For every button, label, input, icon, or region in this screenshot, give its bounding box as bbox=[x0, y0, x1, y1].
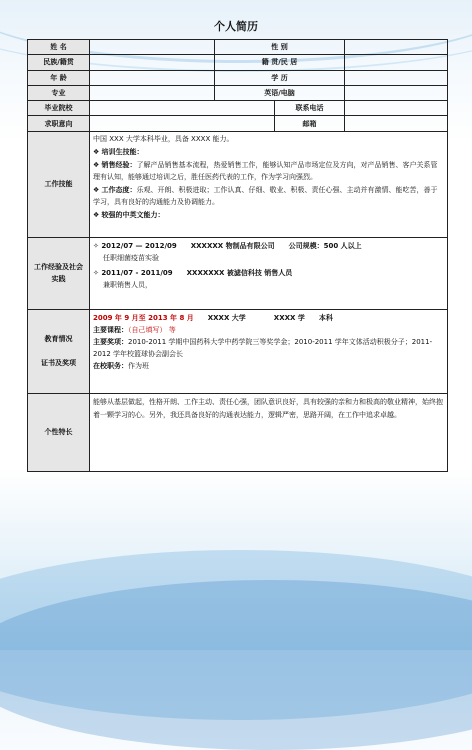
row-work-skills bbox=[28, 131, 448, 237]
gender-value bbox=[345, 40, 448, 55]
experience-label: 工作经验及社会实践 bbox=[28, 237, 90, 309]
education-line bbox=[93, 312, 444, 324]
experience-company: XXXXXX 物制品有限公司 bbox=[190, 241, 275, 250]
skill-item bbox=[93, 209, 444, 221]
education-school: XXXX 大学 bbox=[207, 313, 246, 322]
skill-item-head: 销售经验： bbox=[101, 160, 137, 169]
experience-desc: 任职细菌疫苗实验 bbox=[103, 253, 159, 262]
skill-item-head: 培训生技能： bbox=[101, 147, 144, 156]
school-duty-value: 作为班 bbox=[128, 361, 149, 370]
name-label: 姓 名 bbox=[28, 40, 90, 55]
school-duty-label: 在校职务： bbox=[93, 361, 128, 370]
diamond-bullet-icon: ✧ bbox=[93, 241, 102, 250]
ethnicity-value bbox=[90, 55, 215, 70]
skill-item-head: 较强的中英文能力： bbox=[101, 210, 165, 219]
skill-item bbox=[93, 159, 444, 183]
experience-desc: 兼职销售人员， bbox=[103, 280, 152, 289]
phone-value bbox=[345, 101, 448, 116]
english-computer-value bbox=[345, 85, 448, 100]
residence-label: 籍 贯/民 居 bbox=[215, 55, 345, 70]
education-period: 2009 年 9 月至 2013 年 8 月 bbox=[93, 313, 194, 322]
objective-value bbox=[90, 116, 275, 131]
education-label: 教育情况 bbox=[44, 335, 73, 344]
residence-value bbox=[345, 55, 448, 70]
courses-value: （自己填写） 等 bbox=[128, 325, 176, 334]
education-degree: 本科 bbox=[318, 313, 333, 322]
experience-content bbox=[90, 237, 448, 309]
education-level-label: 学 历 bbox=[215, 70, 345, 85]
school-duty-line bbox=[93, 360, 444, 372]
row-education bbox=[28, 309, 448, 393]
diamond-bullet-icon: ❖ bbox=[93, 160, 102, 169]
skill-item bbox=[93, 146, 444, 158]
major-label: 专业 bbox=[28, 85, 90, 100]
gender-label: 性 别 bbox=[215, 40, 345, 55]
major-value bbox=[90, 85, 215, 100]
courses-label: 主要课程： bbox=[93, 325, 128, 334]
school-label: 毕业院校 bbox=[28, 101, 90, 116]
experience-date: 2012/07 — 2012/09 bbox=[101, 241, 177, 250]
skill-item-text: 乐观、开朗、积极进取；工作认真、仔细、敬业、积极、责任心强、主动并有激情、能吃苦，善于学习，具有良好的沟通能力及协调能力。 bbox=[93, 185, 438, 206]
school-value bbox=[90, 101, 275, 116]
education-labels bbox=[28, 309, 90, 393]
row-personality bbox=[28, 393, 448, 471]
skill-item bbox=[93, 184, 444, 208]
diamond-bullet-icon: ❖ bbox=[93, 210, 102, 219]
awards-label: 主要奖项： bbox=[93, 337, 128, 346]
phone-label: 联系电话 bbox=[275, 101, 345, 116]
personality-text: 能够从基层做起，性格开朗、工作主动、责任心强，团队意识良好，具有较强的亲和力和极高的敬业精神，始终抱着一颗学习的心。另外，我还具备良好的沟通表达能力，逻辑严密，思路开阔，在工作中追求卓越。 bbox=[90, 393, 448, 471]
experience-date: 2011/07 - 2011/09 bbox=[101, 268, 173, 277]
row-age-education bbox=[28, 70, 448, 85]
diamond-bullet-icon: ❖ bbox=[93, 185, 102, 194]
experience-company: XXXXXXX 被滤信科技 销售人员 bbox=[186, 268, 293, 277]
english-computer-label: 英语/电脑 bbox=[215, 85, 345, 100]
experience-item-header bbox=[93, 267, 444, 279]
email-label: 邮箱 bbox=[275, 116, 345, 131]
awards-value: 2010-2011 学期中国药科大学中药学院三等奖学金；2010-2011 学年文体活动积极分子；2011-2012 学年校篮球协会副会长 bbox=[93, 337, 433, 358]
work-skills-label: 工作技能 bbox=[28, 131, 90, 237]
row-experience bbox=[28, 237, 448, 309]
work-skills-content bbox=[90, 131, 448, 237]
experience-scale: 公司规模：500 人以上 bbox=[288, 241, 362, 250]
row-objective-email bbox=[28, 116, 448, 131]
education-content bbox=[90, 309, 448, 393]
decor-wave-bottom-2 bbox=[0, 580, 472, 750]
row-ethnicity-origin bbox=[28, 55, 448, 70]
courses-line bbox=[93, 324, 444, 336]
diamond-bullet-icon: ✧ bbox=[93, 268, 102, 277]
ethnicity-label: 民族/籍贯 bbox=[28, 55, 90, 70]
experience-item-header bbox=[93, 240, 444, 252]
age-value bbox=[90, 70, 215, 85]
skill-item-head: 工作态度： bbox=[101, 185, 137, 194]
row-school-phone bbox=[28, 101, 448, 116]
age-label: 年 龄 bbox=[28, 70, 90, 85]
name-value bbox=[90, 40, 215, 55]
diamond-bullet-icon: ❖ bbox=[93, 147, 102, 156]
row-major-skills bbox=[28, 85, 448, 100]
certificates-label: 证书及奖项 bbox=[41, 359, 76, 368]
awards-line bbox=[93, 336, 444, 360]
objective-label: 求职意向 bbox=[28, 116, 90, 131]
resume-title: 个人简历 bbox=[214, 20, 258, 33]
work-skills-intro: 中国 XXX 大学本科毕业，具备 XXXX 能力。 bbox=[93, 134, 234, 143]
resume-table bbox=[27, 39, 448, 472]
skill-item-text: 了解产品销售基本流程，热爱销售工作，能够认知产品市场定位及方向，对产品销售、客户关系管理有认知，能够通过培训之后，胜任医药代表的工作，作为学习向强烈。 bbox=[93, 160, 438, 181]
row-name-gender bbox=[28, 40, 448, 55]
personality-label: 个性特长 bbox=[28, 393, 90, 471]
education-level-value bbox=[345, 70, 448, 85]
email-value bbox=[345, 116, 448, 131]
education-major: XXXX 学 bbox=[273, 313, 305, 322]
